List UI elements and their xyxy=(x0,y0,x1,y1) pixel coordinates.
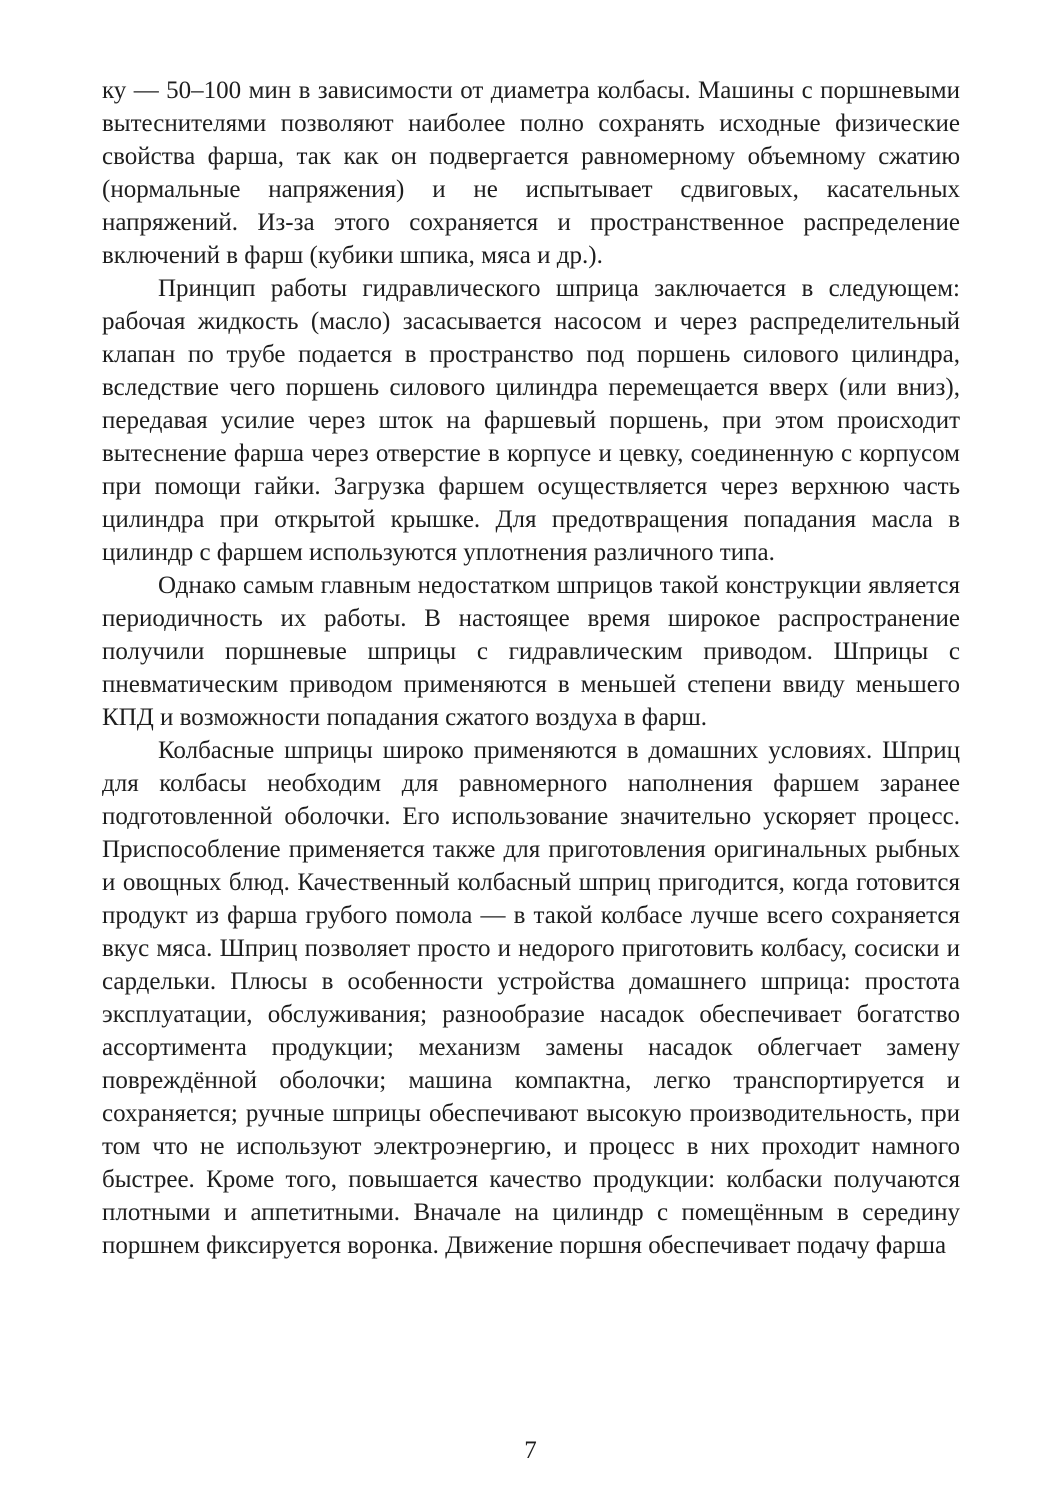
paragraph-main-drawback: Однако самым главным недостатком шприцов такой конструкции является периодичность их работы. В настоящее время широкое распространение получили поршневые шприцы с гидравлическим приводом. Шприцы с пневматическим приводом применяются в меньшей степени ввиду меньшего КПД и возможности попадания сжатого воздуха в фарш. xyxy=(102,572,960,731)
paragraph-hydraulic-syringe-principle: Принцип работы гидравлического шприца заключается в следующем: рабочая жидкость (масло) засасывается насосом и через распределительный клапан по трубе подается в пространство под поршень силового цилиндра, вследствие чего поршень силового цилиндра перемещается вверх (или вниз), передавая усилие через шток на фаршевый поршень, при этом происходит вытеснение фарша через отверстие в корпусе и цевку, соединенную с корпусом при помощи гайки. Загрузка фаршем осуществляется через верхнюю часть цилиндра при открытой крышке. Для предотвращения попадания масла в цилиндр с фаршем используются уплотнения различного типа. xyxy=(102,275,960,566)
page-number: 7 xyxy=(524,1437,537,1464)
paragraph-continuation: ку — 50–100 мин в зависимости от диаметра колбасы. Машины с поршневыми вытеснителями позволяют наиболее полно сохранять исходные физические свойства фарша, так как он подвергается равномерному объемному сжатию (нормальные напряжения) и не испытывает сдвиговых, касательных напряжений. Из-за этого сохраняется и пространственное распределение включений в фарш (кубики шпика, мяса и др.). xyxy=(102,77,960,269)
page-body xyxy=(102,74,960,1262)
paragraph-home-sausage-syringes: Колбасные шприцы широко применяются в домашних условиях. Шприц для колбасы необходим для равномерного наполнения фаршем заранее подготовленной оболочки. Его использование значительно ускоряет процесс. Приспособление применяется также для приготовления оригинальных рыбных и овощных блюд. Качественный колбасный шприц пригодится, когда готовится продукт из фарша грубого помола — в такой колбасе лучше всего сохраняется вкус мяса. Шприц позволяет просто и недорого приготовить колбасу, сосиски и сардельки. Плюсы в особенности устройства домашнего шприца: простота эксплуатации, обслуживания; разнообразие насадок обеспечивает богатство ассортимента продукции; механизм замены насадок облегчает замену повреждённой оболочки; машина компактна, легко транспортируется и сохраняется; ручные шприцы обеспечивают высокую производительность, при том что не используют электроэнергию, и процесс в них проходит намного быстрее. Кроме того, повышается качество продукции: колбаски получаются плотными и аппетитными. Вначале на цилиндр с помещённым в середину поршнем фиксируется воронка. Движение поршня обеспечивает подачу фарша xyxy=(102,737,960,1259)
